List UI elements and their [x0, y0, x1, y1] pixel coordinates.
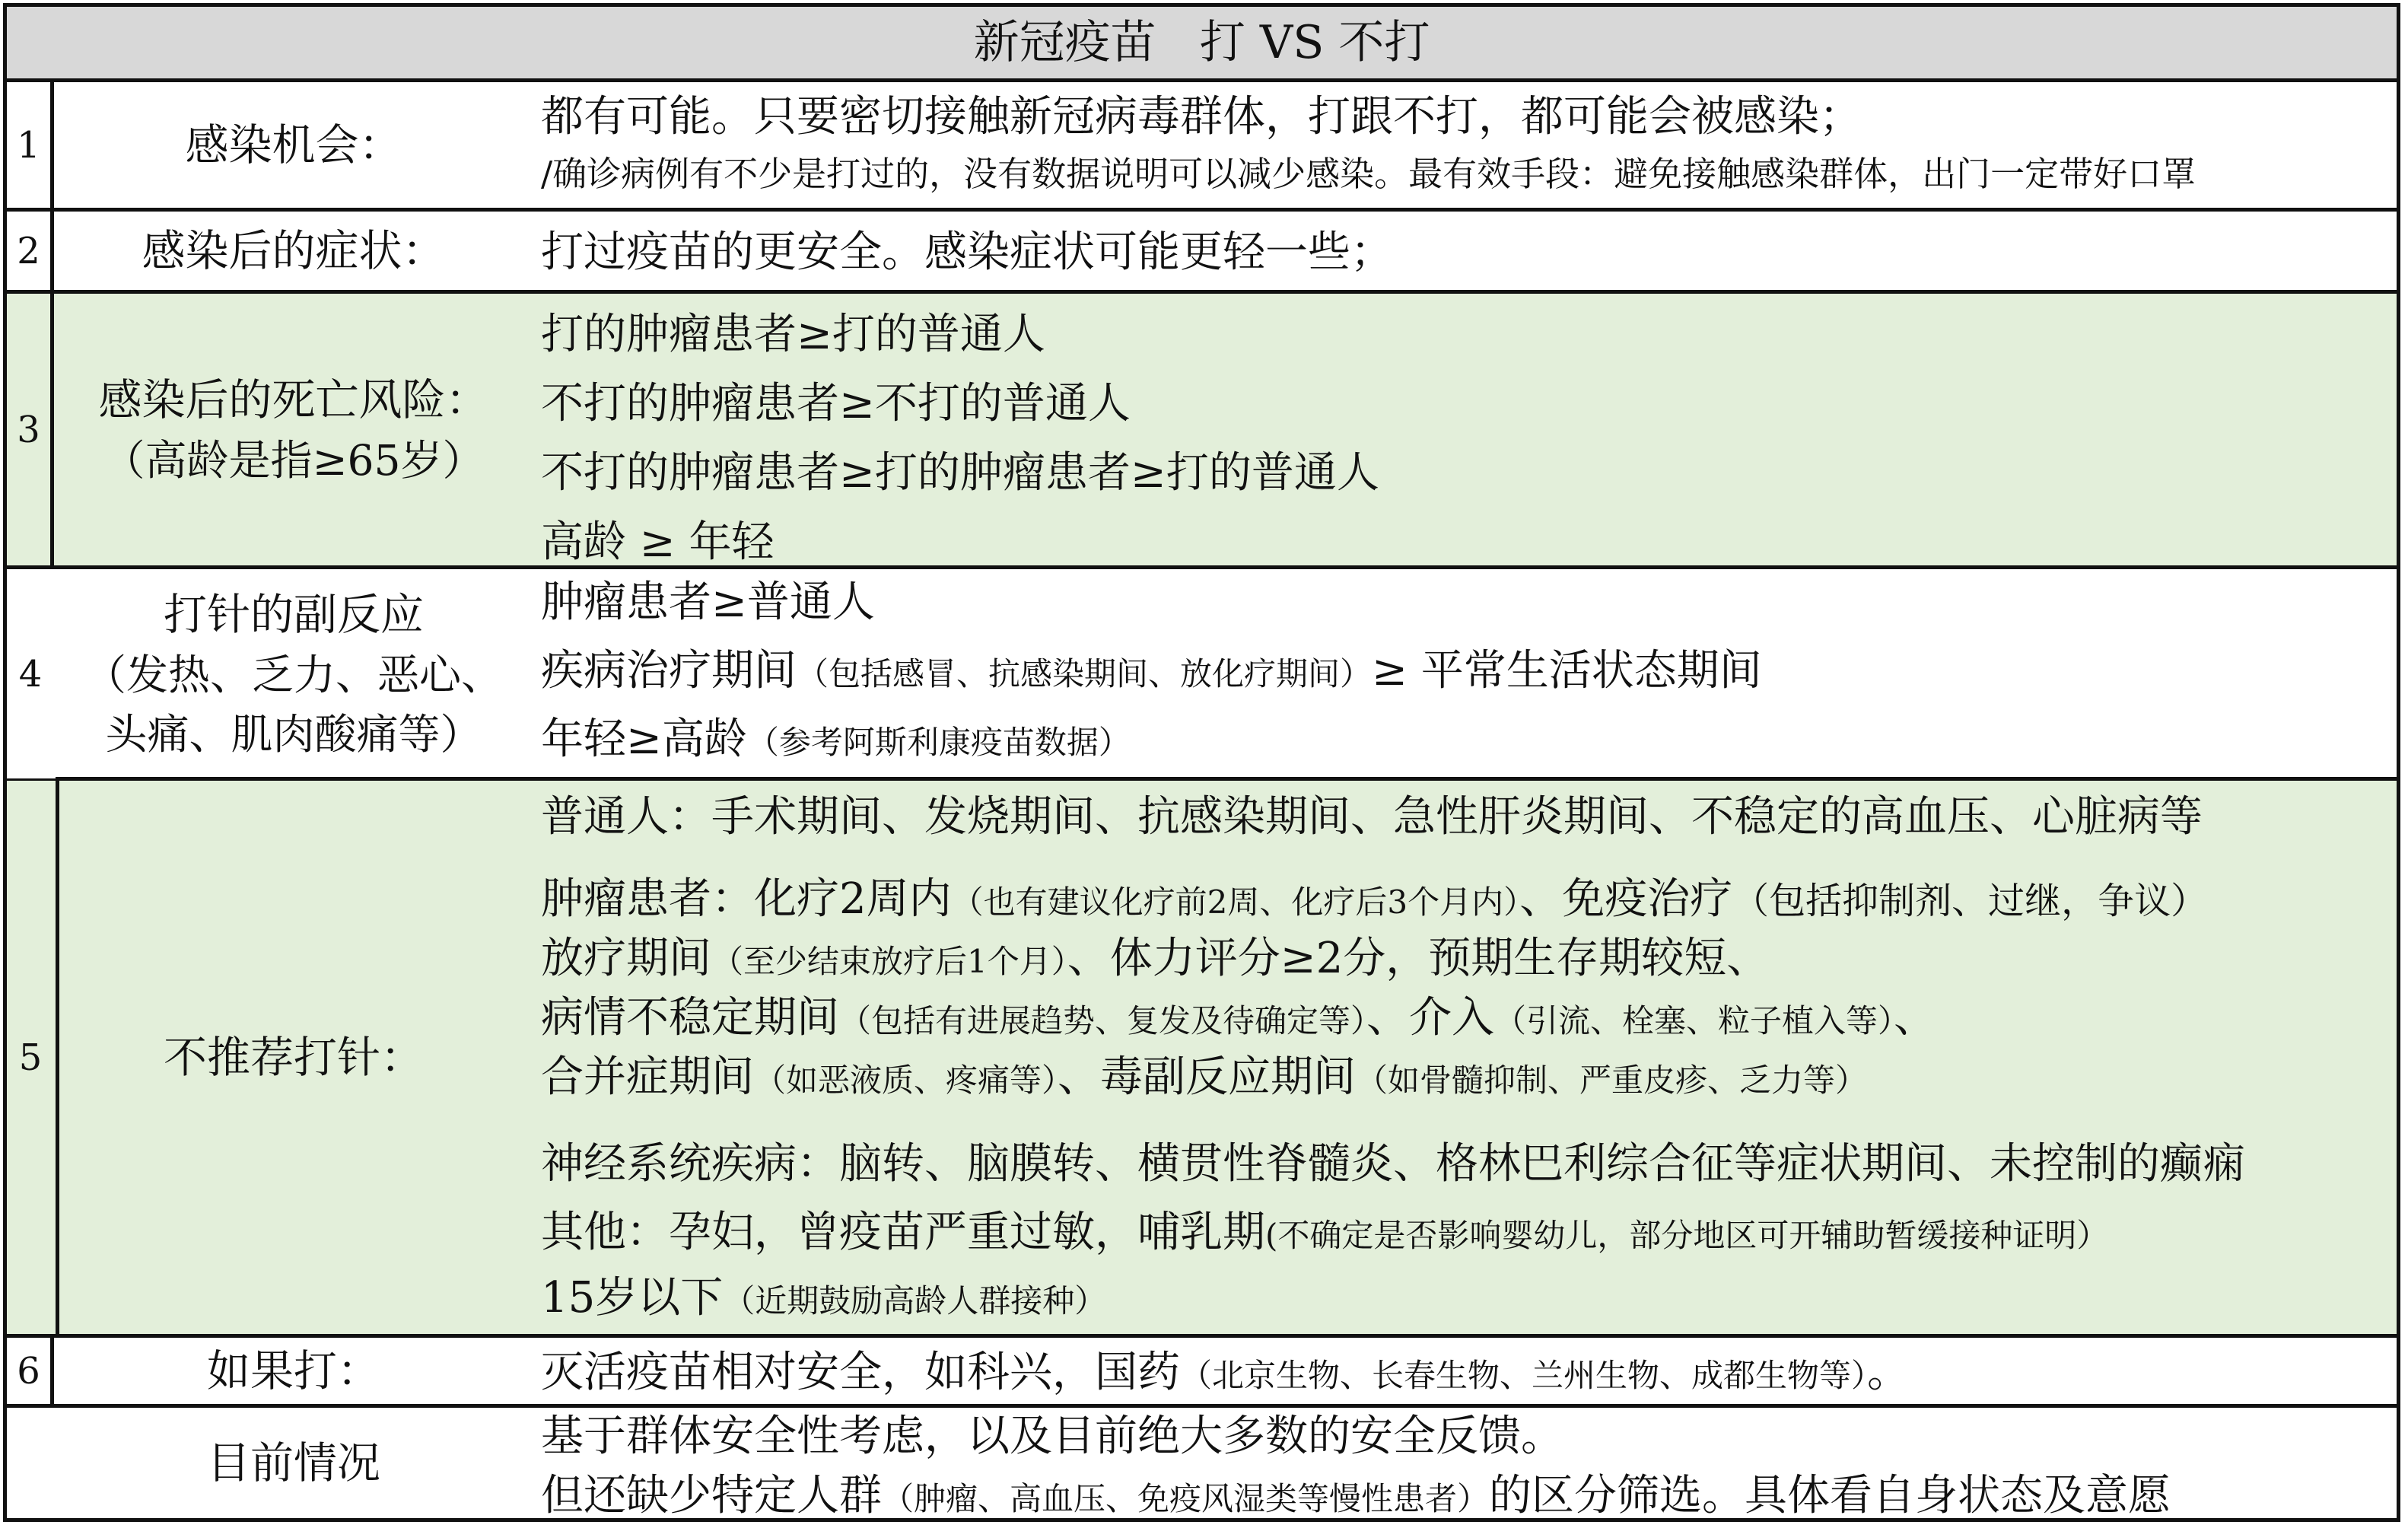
- table-row-3: [7, 290, 2397, 565]
- content-line: [541, 1348, 1910, 1397]
- content-line: [541, 1208, 2109, 1257]
- line-note: （也有建议化疗前2周、化疗后3个月内）: [951, 883, 1520, 921]
- line-note: （至少结束放疗后1个月）: [711, 943, 1067, 980]
- row-label-subtext: （高龄是指≥65岁）: [103, 435, 485, 485]
- line-text: 年轻≥高龄: [541, 715, 747, 764]
- line-text: 合并症期间: [541, 1052, 754, 1102]
- table-row-6: [7, 1334, 2397, 1404]
- line-text: 普通人：手术期间、发烧期间、抗感染期间、急性肝炎期间、不稳定的高血压、心脏病等: [541, 792, 2203, 842]
- line-tail: 、体力评分≥2分，预期生存期较短、: [1067, 934, 1770, 983]
- table-title: 新冠疫苗 打 VS 不打: [7, 7, 2397, 78]
- line-text: 但还缺少特定人群: [541, 1471, 882, 1520]
- content-line: [541, 578, 875, 627]
- row-number: 4: [18, 652, 43, 696]
- row-label-subtext: 头痛、肌肉酸痛等）: [105, 709, 482, 759]
- row-number: 6: [7, 1338, 54, 1404]
- row-content: [541, 212, 2366, 290]
- row-number: 1: [7, 82, 54, 208]
- line-tail: 的区分筛选。具体看自身状态及意愿: [1489, 1471, 2171, 1520]
- row-label-text: 感染机会：: [185, 119, 402, 170]
- row-label-text: 如果打：: [207, 1345, 380, 1396]
- line-text: 放疗期间: [541, 934, 711, 983]
- line-tail: 、介入: [1366, 993, 1495, 1043]
- column-divider: [56, 778, 59, 1334]
- content-line: /确诊病例有不少是打过的，没有数据说明可以减少感染。最有效手段：避免接触感染群体，出门一定带好口罩: [541, 154, 2196, 194]
- line-text: 肿瘤患者≥普通人: [541, 578, 875, 627]
- row-content: [541, 1338, 2366, 1404]
- content-line: 都有可能。只要密切接触新冠病毒群体，打跟不打，都可能会被感染；: [541, 92, 1862, 142]
- line-text: 其他：孕妇，曾疫苗严重过敏，哺乳期: [541, 1208, 1265, 1257]
- row-divider-4-5: [56, 777, 2397, 781]
- line-text: 15岁以下: [541, 1273, 724, 1323]
- row-content: [541, 569, 2366, 778]
- row-label-text: 感染后的症状：: [142, 225, 446, 276]
- content-line: 高龄 ≥ 年轻: [541, 517, 775, 567]
- content-line: [541, 874, 2208, 924]
- line-tail: 、免疫治疗: [1519, 874, 1733, 924]
- content-line: [541, 934, 1770, 983]
- table-row-5: [7, 778, 2397, 1334]
- line-text: 病情不稳定期间: [541, 993, 839, 1043]
- row-number: 2: [7, 212, 54, 290]
- row-label: [58, 781, 530, 1334]
- line-note: (不确定是否影响婴幼儿，部分地区可开辅助暂缓接种证明）: [1265, 1217, 2109, 1254]
- line-text: 灭活疫苗相对安全，如科兴，国药: [541, 1348, 1180, 1397]
- row-label: [58, 212, 530, 290]
- row-label-text: 目前情况: [207, 1437, 380, 1488]
- line-text: 神经系统疾病：脑转、脑膜转、横贯性脊髓炎、格林巴利综合征等症状期间、未控制的癫痫: [541, 1139, 2245, 1189]
- table-row-2: [7, 208, 2397, 290]
- content-line: [541, 1471, 2171, 1520]
- content-line: [541, 792, 2203, 842]
- row-label-text: 不推荐打针：: [164, 1032, 424, 1083]
- line-note: （包括有进展趋势、复发及待确定等）: [839, 1002, 1367, 1039]
- row-label-text: 打针的副反应: [164, 589, 424, 640]
- row-content: [541, 82, 2366, 208]
- line-tail-note: （引流、栓塞、粒子植入等）: [1494, 1002, 1894, 1039]
- row-label-text: 感染后的死亡风险：: [98, 374, 489, 425]
- content-line: [541, 715, 1131, 764]
- row-content: [541, 781, 2366, 1334]
- line-note: （北京生物、长春生物、兰州生物、成都生物等）: [1180, 1357, 1868, 1394]
- line-note: （包括感冒、抗感染期间、放化疗期间）: [797, 655, 1373, 692]
- line-tail-note: （如骨髓抑制、严重皮疹、乏力等）: [1356, 1062, 1868, 1099]
- content-line: 不打的肿瘤患者≥打的肿瘤患者≥打的普通人: [541, 448, 1379, 498]
- content-line: [541, 1273, 1107, 1323]
- table-row-current: [7, 1404, 2397, 1518]
- table-row-1: [7, 78, 2397, 208]
- content-line: [541, 993, 1937, 1043]
- line-end: 、: [1894, 993, 1937, 1043]
- line-note: （参考阿斯利康疫苗数据）: [746, 724, 1131, 761]
- row-number: 5: [18, 1036, 43, 1079]
- line-text: 肿瘤患者：化疗2周内: [541, 874, 952, 924]
- row-content: [541, 1408, 2366, 1518]
- content-line: 不打的肿瘤患者≥不打的普通人: [541, 379, 1131, 428]
- row-label: [58, 1338, 530, 1404]
- content-line: [541, 1139, 2245, 1189]
- line-text: 疾病治疗期间: [541, 646, 797, 696]
- line-note: （肿瘤、高血压、免疫风湿类等慢性患者）: [882, 1480, 1490, 1517]
- row-label: [58, 82, 530, 208]
- row-label: [58, 294, 530, 565]
- line-tail: 。: [1867, 1348, 1910, 1397]
- line-text: 基于群体安全性考虑，以及目前绝大多数的安全反馈。: [541, 1412, 1563, 1461]
- row-label-subtext: （发热、乏力、恶心、: [84, 650, 503, 699]
- content-line: [541, 1412, 1563, 1461]
- content-line: [541, 646, 1762, 696]
- row-number: 3: [7, 294, 54, 565]
- row-content: [541, 294, 2366, 565]
- line-note: （近期鼓励高龄人群接种）: [723, 1282, 1107, 1319]
- row-label: [58, 569, 530, 778]
- comparison-table: [3, 3, 2400, 1522]
- content-line: 打的肿瘤患者≥打的普通人: [541, 310, 1045, 359]
- line-tail: 、毒副反应期间: [1058, 1052, 1357, 1102]
- table-row-4: [7, 565, 2397, 778]
- content-line: 打过疫苗的更安全。感染症状可能更轻一些；: [541, 228, 1393, 277]
- row-label: [58, 1408, 530, 1518]
- line-tail-note: （包括抑制剂、过继，争议）: [1732, 880, 2208, 922]
- content-line: [541, 1052, 1868, 1102]
- line-note: （如恶液质、疼痛等）: [754, 1062, 1058, 1099]
- line-tail: ≥ 平常生活状态期间: [1372, 646, 1762, 696]
